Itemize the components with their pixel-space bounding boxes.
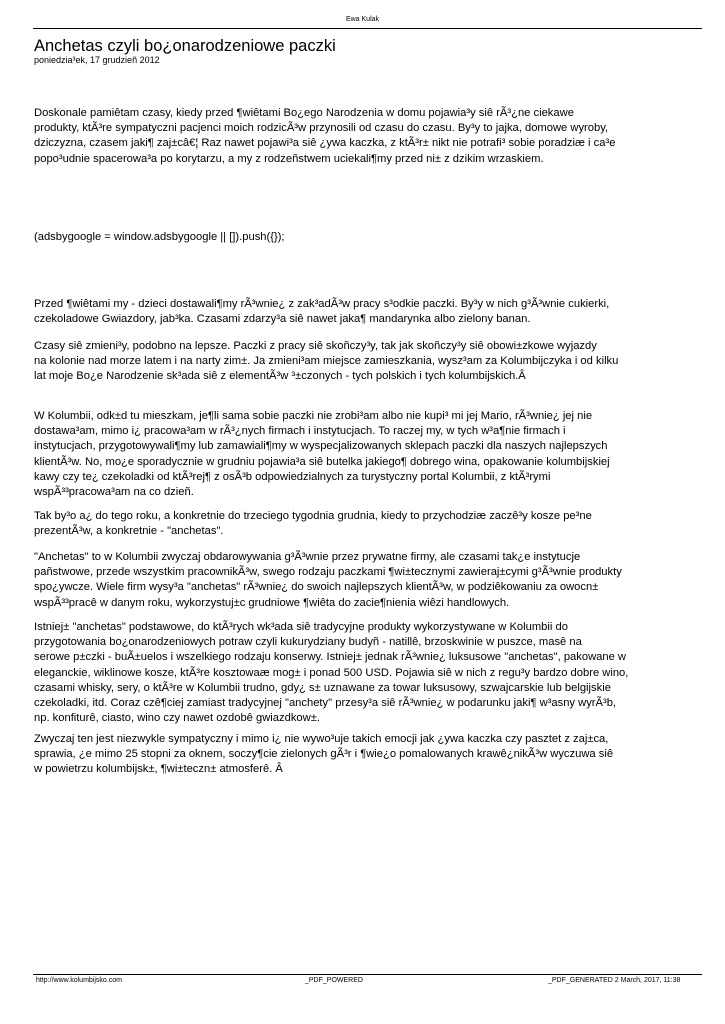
- text-line: Przed ¶wiêtami my - dzieci dostawali¶my rÃ³wnie¿ z zak³adÃ³w pracy s³odkie paczki. By³y w nich g³Ã³wnie cukierki,: [34, 298, 610, 310]
- text-line: popo³udnie spacerowa³a po korytarzu, a my z rodzeñstwem uciekali¶my przed ni± z dzikim wrzaskiem.: [34, 152, 544, 165]
- footer-rule: [33, 974, 702, 975]
- paragraph-5: [34, 509, 704, 539]
- text-line: przygotowania bo¿onarodzeniowych potraw czyli kukurydziany budyñ - natillê, brzoskwinie w puszce, masê na: [34, 636, 582, 649]
- text-line: prezentÃ³w, a konkretnie - "anchetas".: [34, 525, 224, 538]
- text-line: np. konfiturê, ciasto, wino czy nawet ozdobê gwiazdkow±.: [34, 712, 320, 725]
- header-rule: [33, 28, 702, 29]
- text-line: pañstwowe, przede wszystkim pracownikÃ³w, swego rodzaju paczkami ¶wi±tecznymi zawieraj±cymi g³Ã³wnie produkty: [34, 566, 622, 579]
- paragraph-2: [34, 297, 704, 327]
- text-line: serowe p±czki - buÃ±uelos i wszelkiego rodzaju konserwy. Istniej± jednak rÃ³wnie¿ luksusowe "anchetas", pakowane w: [34, 651, 627, 664]
- paragraph-ad-script: [34, 230, 704, 245]
- text-line: Istniej± "anchetas" podstawowe, do ktÃ³rych wk³ada siê tradycyjne produkty wykorzystywane w Kolumbii do: [34, 621, 568, 633]
- text-line: klientÃ³w. No, mo¿e sporadycznie w grudniu pojawia³a siê butelka jakiego¶ dobrego wina, opakowanie kolumbijskiej: [34, 455, 610, 468]
- page-header-author: Ewa Kulak: [345, 16, 380, 23]
- footer-generated: _PDF_GENERATED 2 March, 2017, 11:38: [548, 977, 681, 984]
- text-line: eleganckie, wiklinowe kosze, ktÃ³re kosztowaæ mog± i ponad 500 USD. Pojawia siê w nich z regu³y bardzo dobre wino,: [34, 666, 629, 679]
- paragraph-4: [34, 409, 704, 500]
- text-line: na kolonie nad morze latem i na narty zim±. Ja zmieni³am miejsce zamieszkania, wysz³am za Kolumbijczyka i od kilku: [34, 355, 619, 368]
- text-line: produkty, ktÃ³re sympatyczni pacjenci moich rodzicÃ³w przynosili od czasu do czasu. By³y to jajka, domowe wyroby,: [34, 122, 609, 135]
- text-line: Doskonale pamiêtam czasy, kiedy przed ¶wiêtami Bo¿ego Narodzenia w domu pojawia³y siê rÃ³¿ne ciekawe: [34, 107, 574, 119]
- text-line: kawy czy te¿ czekoladki od ktÃ³rej¶ z osÃ³b odpowiedzialnych za turystyczny portal Kolumbii, z ktÃ³rymi: [34, 470, 551, 483]
- paragraph-1: [34, 106, 704, 167]
- footer-url-link[interactable]: http://www.kolumbijsko.com: [36, 977, 122, 984]
- text-line: Zwyczaj ten jest niezwykle sympatyczny i mimo i¿ nie wywo³uje takich emocji jak ¿ywa kaczka czy pasztet z zaj±ca,: [34, 733, 609, 745]
- paragraph-6: [34, 550, 704, 611]
- footer-powered: _PDF_POWERED: [305, 977, 363, 984]
- article-title: Anchetas czyli bo¿onarodzeniowe paczki: [34, 37, 336, 55]
- text-line: instytucjach, przygotowywali¶my lub zamawiali¶my w wyspecjalizowanych sklepach paczki dla naszych najlepszych: [34, 440, 608, 453]
- text-line: wspÃ³³pracê w danym roku, wykorzystuj±c grudniowe ¶wiêta do zacie¶nienia wiêzi handlowych.: [34, 596, 510, 609]
- text-line: czekoladki, itd. Coraz czê¶ciej zamiast tradycyjnej "anchety" przesy³a siê rÃ³wnie¿ w podarunku jaki¶ w³asny wyrÃ³b,: [34, 697, 617, 710]
- text-line: W Kolumbii, odk±d tu mieszkam, je¶li sama sobie paczki nie zrobi³am albo nie kupi³ mi jej Mario, rÃ³wnie¿ jej nie: [34, 410, 593, 422]
- text-line: (adsbygoogle = window.adsbygoogle || []).push({});: [34, 231, 285, 243]
- paragraph-8: [34, 732, 704, 778]
- text-line: Tak by³o a¿ do tego roku, a konkretnie do trzeciego tygodnia grudnia, kiedy to przychodziæ zaczê³y kosze pe³ne: [34, 510, 592, 522]
- text-line: "Anchetas" to w Kolumbii zwyczaj obdarowywania g³Ã³wnie przez prywatne firmy, ale czasami tak¿e instytucje: [34, 551, 581, 563]
- text-line: spo¿ywcze. Wiele firm wysy³a "anchetas" rÃ³wnie¿ do swoich najlepszych klientÃ³w, w podziêkowaniu za owocn±: [34, 581, 599, 594]
- text-line: wspÃ³³pracowa³am na co dzieñ.: [34, 486, 194, 499]
- text-line: czasami whisky, sery, o ktÃ³re w Kolumbii trudno, gdy¿ s± uznawane za towar luksusowy, szwajcarskie lub belgijskie: [34, 681, 611, 694]
- text-line: sprawia, ¿e mimo 25 stopni za oknem, soczy¶cie zielonych gÃ³r i ¶wie¿o pomalowanych krawê¿nikÃ³w wyczuwa siê: [34, 748, 614, 761]
- paragraph-3: [34, 339, 704, 385]
- paragraph-7: [34, 620, 704, 726]
- text-line: w powietrzu kolumbijsk±, ¶wi±teczn± atmosferê. Â: [34, 763, 283, 776]
- text-line: czekoladowe Gwiazdory, jab³ka. Czasami zdarzy³a siê nawet jaka¶ mandarynka albo zielony banan.: [34, 313, 531, 326]
- text-line: dziczyzna, czasem jaki¶ zaj±câ€¦ Raz nawet pojawi³a siê ¿ywa kaczka, z ktÃ³r± nikt nie potrafi³ sobie poradziæ i ca³e: [34, 137, 616, 150]
- text-line: lat moje Bo¿e Narodzenie sk³ada siê z elementÃ³w ³±czonych - tych polskich i tych kolumbijskich.Â: [34, 370, 526, 383]
- article-date: poniedzia³ek, 17 grudzieñ 2012: [34, 55, 160, 65]
- text-line: Czasy siê zmieni³y, podobno na lepsze. Paczki z pracy siê skoñczy³y, tak jak skoñczy³y siê obowi±zkowe wyjazdy: [34, 340, 597, 352]
- text-line: dostawa³am, mimo i¿ pracowa³am w rÃ³¿nych firmach i instytucjach. To raczej my, w tych w³a¶nie firmach i: [34, 425, 566, 438]
